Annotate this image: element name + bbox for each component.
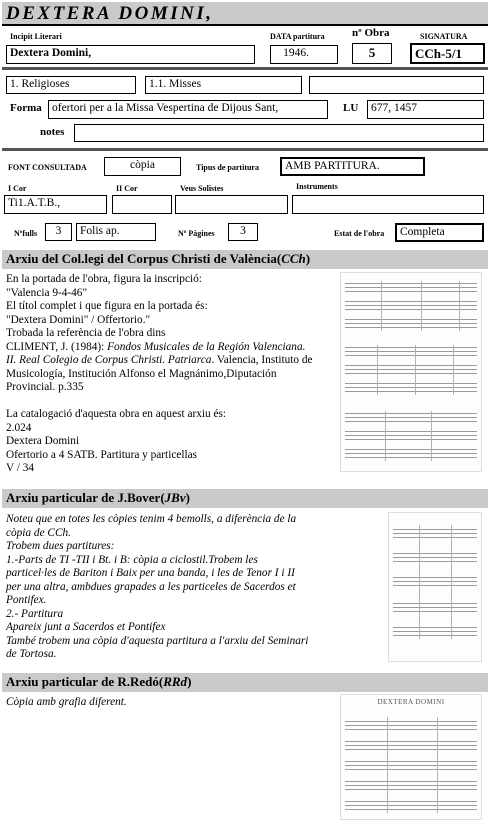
forma-label: Forma <box>10 102 42 114</box>
section-heading-jbv: Arxiu particular de J.Bover(JBv) <box>2 489 488 508</box>
section-body-cch: En la portada de l'obra, figura la inscripció: "Valencia 9-4-46" El títol complet i que figura en la portada és: "Dextera Domini" / Offertorio." Trobada la referència de l'obra dins CLIMENT, J. (1984): Fondos Musicales de la Región Valenciana. II. Real Colegio de Corpus Christi. Patriarca. Valencia, Instituto de Musicología, Institución Alfonso el Magnánimo,Diputación Provincial. p.335 La catalogació d'aquesta obra en aquest arxiu és: 2.024 Dextera Domini Ofertorio a 4 SATB. Partitura y particellas V / 34 <box>6 273 313 474</box>
tipus-field[interactable]: AMB PARTITURA. <box>280 157 425 176</box>
page-title: DEXTERA DOMINI, <box>6 3 214 24</box>
npagines-label: Nº Pàgines <box>178 229 215 238</box>
nfulls-field[interactable]: 3 <box>45 223 72 241</box>
veus-solistes-field[interactable] <box>175 195 288 214</box>
lu-field[interactable]: 677, 1457 <box>367 100 484 119</box>
nfulls-label: Nºfulls <box>14 229 38 238</box>
notes-field[interactable] <box>74 124 484 142</box>
i-cor-field[interactable]: Ti1.A.T.B., <box>4 195 107 214</box>
ii-cor-field[interactable] <box>112 195 172 214</box>
classification-field-2[interactable]: 1.1. Misses <box>145 76 302 94</box>
classification-field-3[interactable] <box>309 76 484 94</box>
folis-field[interactable]: Folis ap. <box>76 223 156 241</box>
section-heading-rrd: Arxiu particular de R.Redó(RRd) <box>2 673 488 692</box>
obra-label: nº Obra <box>352 27 390 39</box>
forma-field[interactable]: ofertori per a la Missa Vespertina de Dijous Sant, <box>48 100 328 119</box>
data-label: DATA partitura <box>270 32 325 41</box>
score-title: DEXTERA DOMINI <box>377 698 445 706</box>
section-body-jbv: Noteu que en totes les còpies tenim 4 bemolls, a diferència de la còpia de CCh. Trobem dues partitures: 1.-Parts de TI -TII i Bt. i B: còpia a ciclostil.Trobem les particel·les de Bariton i Baix per una banda, i les de Tenor I i II per una altra, ambdues grapades a les particeles de Sacerdos et Pontifex. 2.- Partitura Apareix junt a Sacerdos et Pontifex També trobem una còpia d'aquesta partitura a l'arxiu del Seminari de Tortosa. <box>6 513 309 660</box>
estat-field[interactable]: Completa <box>395 223 484 242</box>
divider <box>2 148 488 151</box>
instruments-field[interactable] <box>292 195 484 214</box>
score-thumbnail-cch <box>340 272 482 472</box>
ii-cor-label: II Cor <box>116 184 138 193</box>
obra-field[interactable]: 5 <box>352 43 392 64</box>
section-heading-cch: Arxiu del Col.legi del Corpus Christi de València(CCh) <box>2 250 488 269</box>
estat-label: Estat de l'obra <box>334 229 385 238</box>
incipit-label: Incipit Literari <box>10 32 62 41</box>
incipit-field[interactable]: Dextera Domini, <box>6 45 255 64</box>
i-cor-label: I Cor <box>8 184 27 193</box>
font-consultada-field[interactable]: còpia <box>104 157 181 176</box>
tipus-label: Tipus de partitura <box>196 163 259 172</box>
classification-field-1[interactable]: 1. Religioses <box>6 76 136 94</box>
signatura-field[interactable]: CCh-5/1 <box>410 43 485 64</box>
notes-label: notes <box>40 126 65 138</box>
divider <box>2 67 488 70</box>
section-body-rrd: Còpia amb grafia diferent. <box>6 696 127 708</box>
veus-solistes-label: Veus Solistes <box>180 184 224 193</box>
title-bar <box>2 2 488 26</box>
lu-label: LU <box>343 102 359 114</box>
signatura-label: SIGNATURA <box>420 32 468 41</box>
data-field[interactable]: 1946. <box>270 45 338 64</box>
instruments-label: Instruments <box>296 182 338 191</box>
score-thumbnail-rrd <box>340 694 482 820</box>
npagines-field[interactable]: 3 <box>228 223 258 241</box>
score-thumbnail-jbv <box>388 512 482 662</box>
font-consultada-label: FONT CONSULTADA <box>8 163 87 172</box>
